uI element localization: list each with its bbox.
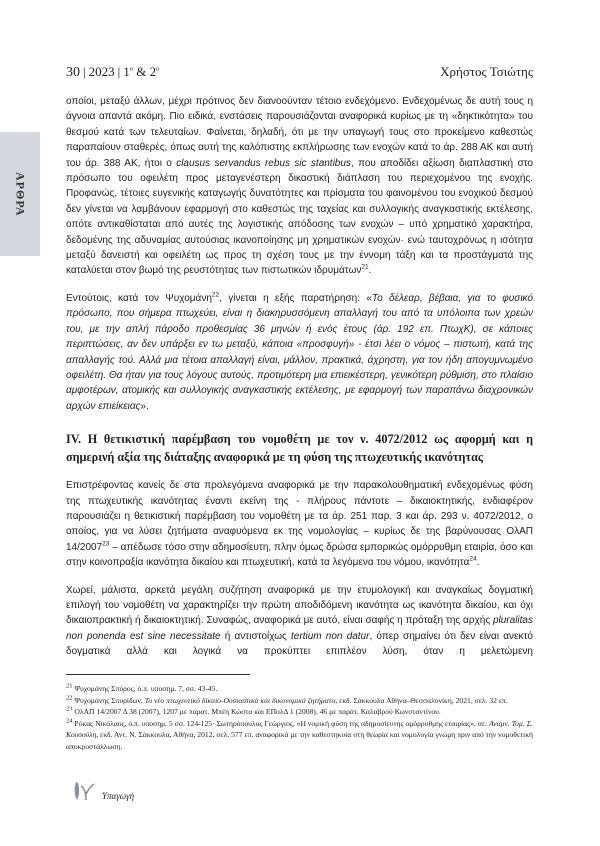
issue-sup-b: ο	[156, 65, 160, 73]
article-body	[66, 94, 533, 668]
text: Χωρεί, μάλιστα, αρκετά μεγάλη συζήτηση αναφορικά με την ετυμολογική και αναγκαίως δογματική επιλογή του νομοθέτη να χαρακτηρίζει την πρώτη αποδιδόμενη ικανότητα ως ικανότητα δικαίου, και όχι δικαιοπρακτική ή δικαιοκτητική. Συναφώς, αναφορικά με αυτό, είναι σαφής η πρόταξη της αρχής	[66, 584, 533, 627]
text: .	[368, 265, 372, 277]
issue-amp: &	[136, 64, 147, 79]
text: ή αντιστοίχως	[220, 630, 292, 642]
text: , εκδ. Σάκκουλα Αθήνα–Θεσσαλονίκη, 2021, σελ. 32 επ.	[335, 695, 508, 705]
header-author: Χρήστος Τσιώτης	[440, 64, 533, 79]
text: .	[476, 557, 480, 569]
text: – απέδωσε τόσο στην αδημοσίευτη, πλην όμως δρώσα εμπορικώς ομόρρυθμη εταιρία, όσο και στην κοινοπραξία ικανότητα δικαίου και πτωχευτική, κατά τα λεγόμενα του νόμου, ικανότητα	[66, 541, 533, 569]
text: Ρόκας Νικόλαος, ό.π. υποσημ. 5 σσ. 124-125· Σωτηρόπουλος Γεώργιος, «Η νομική φύση της αδημοσίευτης ομόρρυθμης εταιρίας», σε:	[74, 718, 490, 728]
paragraph-2	[66, 291, 533, 414]
text: , εκδ. Αντ. Ν. Σάκκουλα, Αθήνα, 2012, σελ. 577 επ. αναφορικά με την καθεστηκυία στη θεωρία και νομολογία γνώμη πριν από την νομοθετική αποκρυστάλλωση.	[66, 730, 533, 751]
running-header	[66, 64, 533, 81]
logo-text: Υπαγωγή	[102, 791, 135, 801]
latin-phrase: tertium non datur	[291, 630, 370, 642]
text: , που αποδίδει αξίωση διαπλαστική στο πρόσωπο του οφειλέτη προς μεταγενέστερη δικαστική διάπλαση του περιεχομένου της ενοχής. Προφανώς, τέτοιες ευγενικής καταγωγής δυνατότητες και πρίσματα του φαινομένου του ενοχικού δεσμού δεν γίνεται να λαμβάνουν εφαρμογή στο καθεστώς της ταχείας και συλλογικής αναγκαστικής εκτέλεσης, οπότε αντικαθίσταται από αυτές της λογιστικής απόδοσης των ενοχών – υπό χρηματικό χαρακτήρα, δεδομένης της αδυναμίας αυτούσιας ικανοποίησης μη χρηματικών ενοχών· ενώ ταυτοχρόνως η ισότητα μεταξύ δανειστή και οφειλέτη ως προς τη σχέση τους με την έννομη τάξη και τα προστάγματά της καταλύεται στον βωμό της ρευστότητας των πιστωτικών ιδρυμάτων	[66, 157, 533, 277]
footnote-number: 24	[66, 717, 73, 725]
publisher-logo	[72, 780, 134, 802]
header-issue-info: 30 | 2023 | $1^o$ & $2^o$	[66, 64, 160, 80]
logo-mark-icon	[72, 780, 96, 802]
text: ».	[140, 400, 149, 412]
text: Ψυχομάνης Σπύρος, ό.π. υποσημ. 7, σσ. 43-45.	[74, 684, 218, 693]
text: Εντούτοις, κατά τον Ψυχομάνη	[66, 292, 212, 304]
text: , όπερ σημαίνει ότι δεν είναι ανεκτό δογματικά αλλά και λογικά να προκύπτει επιπλέον λύση, όταν η μελετώμενη	[66, 630, 533, 658]
footnote-24	[66, 718, 533, 753]
latin-phrase: clausus servandus rebus sic stantibus	[176, 157, 351, 169]
footnote-separator	[66, 674, 250, 675]
section-side-tab	[0, 132, 40, 256]
footnote-number: 22	[66, 694, 73, 702]
footnote-number: 21	[66, 682, 73, 690]
footnote-21	[66, 683, 533, 695]
page-number: 30	[66, 65, 80, 80]
paragraph-4	[66, 583, 533, 660]
footnote-ref[interactable]: 21	[361, 264, 369, 272]
paragraph-3	[66, 478, 533, 570]
paragraph-1	[66, 94, 533, 279]
latin-phrase: pluralitas non ponenda est sine necessitate	[66, 615, 533, 642]
footnote-number: 23	[66, 705, 73, 713]
footnotes	[66, 683, 533, 753]
footnote-ref[interactable]: 23	[102, 540, 110, 548]
footnote-ref[interactable]: 22	[211, 291, 220, 299]
footnote-22	[66, 695, 533, 707]
issue-number-b: 2	[149, 64, 157, 79]
text: ΟλΑΠ 14/2007 Δ 38 (2007), 1207 με παρατ. Μπέη Κώστα και ΕΠολΔ 1 (2008), 46 με παράτ. Καλαβρού Κωνσταντίνου.	[74, 707, 441, 717]
text: οποίοι, μεταξύ άλλων, μέχρι πρότινος δεν διανοούνταν τέτοιο ενδεχόμενο. Ενδεχομένως δε αυτή τους η άγνοια απαντά ακόμη. Πιο ειδικά, ενστάσεις παρουσιάζονται αναφορικά κυρίως με τη «δηκτικότητα» του θεσμού κατά των τελευταίων. Φαίνεται, δηλαδή, ότι με την υπαγωγή τους στο προκείμενο καθεστώς παραπαίουν σταθερές, όπως αυτή της καλόπιστης εκπλήρωσης των ενοχών κατά το άρ. 288 ΑΚ και αυτή του άρ. 388 ΑΚ, ήτοι ο	[66, 96, 533, 169]
book-title: Αναμν. Τομ. Σ. Κουσούλη	[66, 718, 533, 740]
issue-year: 2023	[88, 64, 115, 79]
issue-sup-a: ο	[129, 65, 133, 73]
text: Ψυχομάνης Σπυρίδων,	[74, 695, 145, 705]
issue-number-a: 1	[123, 64, 130, 79]
footnote-ref[interactable]: 24	[469, 555, 477, 563]
text: , γίνεται η εξής παρατήρηση: «	[219, 292, 372, 304]
book-title: Το νέο πτωχευτικό δίκαιο-Ουσιαστικά και δικονομικά ζητήματα	[144, 695, 336, 705]
section-heading: IV. Η θετικιστική παρέμβαση του νομοθέτη με τον ν. 4072/2012 ως αφορμή και η σημερινή αξία της διάταξης αναφορικά με τη φύση της πτωχευτικής ικανότητας	[66, 432, 533, 465]
footnote-23	[66, 706, 533, 718]
quotation: Το δέλεαρ, βέβαια, για το φυσικό πρόσωπο, που σήμερα πτωχεύει, είναι η διακηρυσσόμενη απαλλαγή του από τα υπόλοιπα των χρεών του, με την απλή πάροδο προθεσμίας 36 μηνών ή ενός έτους (άρ. 192 επ. ΠτωχΚ), σε κάποιες περιπτώσεις, αν δεν υπάρξει εν τω μεταξύ, κάποια «προσφυγή» - έτσι λέει ο νόμος – πιστωτή, κατά της απαλλαγής τού. Αλλά μια τέτοια απαλλαγή είναι, μάλλον, πρακτικά, άχρηστη, για τον ήδη απογυμνωμένο οφειλέτη. Θα ήταν για τους λόγους αυτούς, προτιμότερη μια επιεικέστερη, γενικότερη ρύθμιση, στο πλαίσιο αμφοτέρων, ατομικής και συλλογικής αναγκαστικής εκτέλεσης, με εφαρμογή των παραπάνω διαχρονικών αρχών επιείκειας	[66, 292, 533, 412]
section-side-tab-label: ΑΡΘΡΑ	[13, 171, 28, 217]
text: Επιστρέφοντας κανείς δε στα προλεγόμενα αναφορικά με την παρακολουθηματική ενδεχομένως φύση της πτωχευτικής ικανότητας έναντι εκείνη της - πλήρους πάντοτε – δικαιοκτητικής, ενδιαφέρον παρουσιάζει η θετικιστική παρέμβαση του νομοθέτη με τα άρ. 251 παρ. 3 και άρ. 293 ν. 4072/2012, ο οποίος, για να λύσει ζητήματα αναφυόμενα εκ της νομολογίας – κυρίως δε της βαρύνουσας ΟλΑΠ 14/2007	[66, 480, 533, 553]
